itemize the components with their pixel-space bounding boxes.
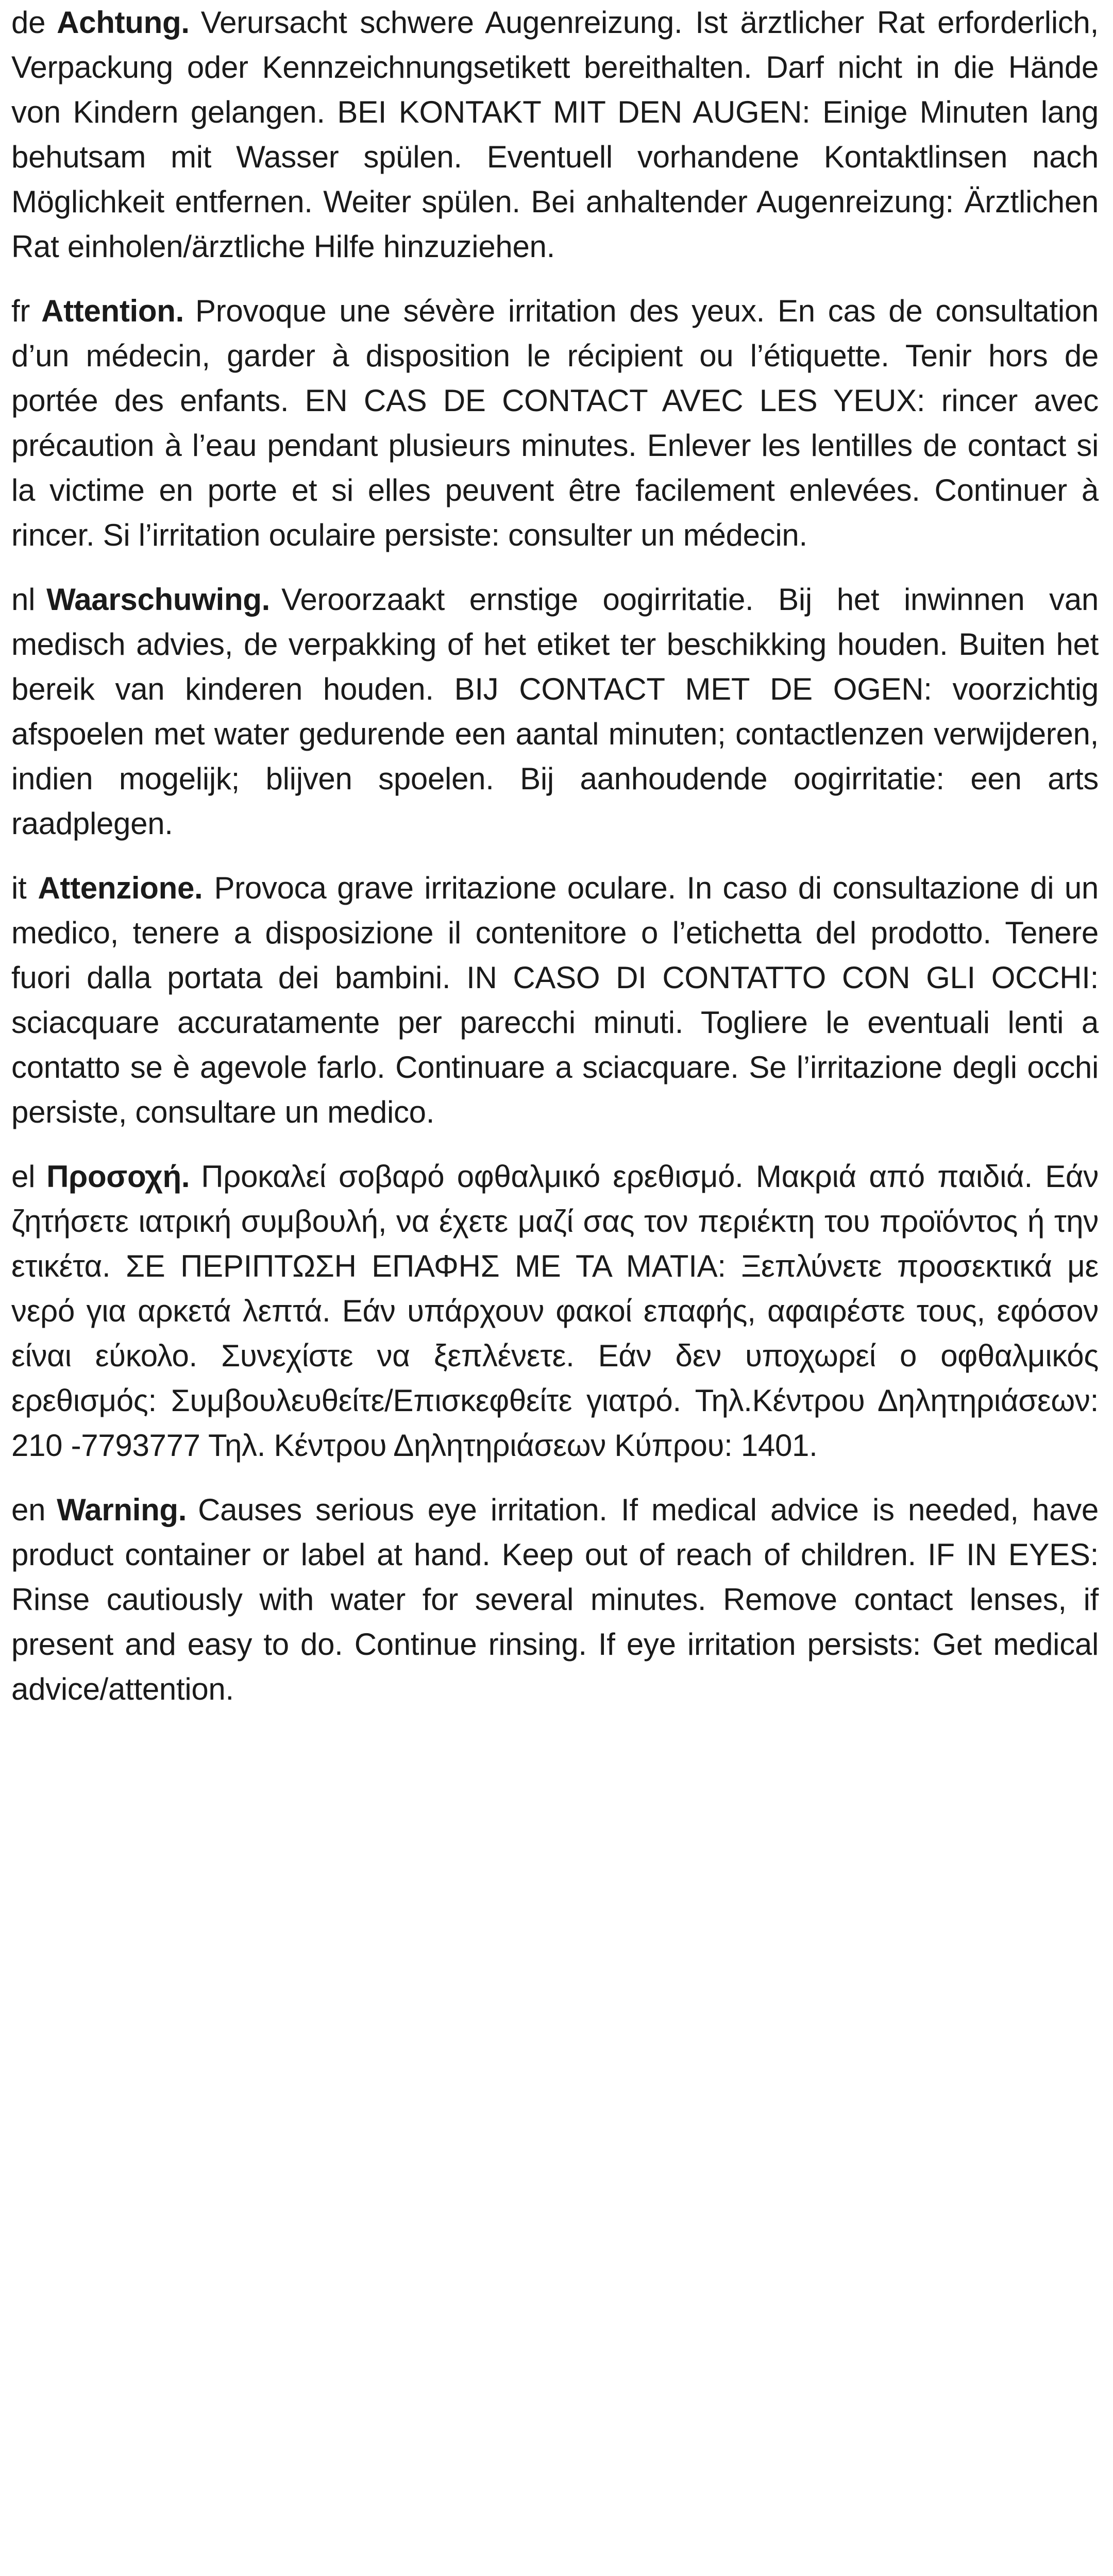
warning-paragraph [11,0,1099,269]
signal-word: Attention. [41,294,184,328]
signal-word: Προσοχή. [46,1159,190,1194]
warning-text: Provoca grave irritazione oculare. In caso di consultazione di un medico, tenere a disposizione il contenitore o l’etichetta del prodotto. Tenere fuori dalla portata dei bambini. IN CASO DI CONTATTO CON GLI OCCHI: sciacquare accuratamente per parecchi minuti. Togliere le eventuali lenti a contatto se è agevole farlo. Continuare a sciacquare. Se l’irritazione degli occhi persiste, consultare un medico. [11,871,1099,1129]
language-code: el [11,1159,36,1194]
language-code: en [11,1493,46,1527]
warning-text: Provoque une sévère irritation des yeux. En cas de consultation d’un médecin, garder à disposition le récipient ou l’étiquette. Tenir hors de portée des enfants. EN CAS DE CONTACT AVEC LES YEUX: rincer avec précaution à l’eau pendant plusieurs minutes. Enlever les lentilles de contact si la victime en porte et si elles peuvent être facilement enlevées. Continuer à rincer. Si l’irritation oculaire persiste: consulter un médecin. [11,294,1099,552]
signal-word: Achtung. [57,5,190,40]
warning-text: Verursacht schwere Augenreizung. Ist ärztlicher Rat erforderlich, Verpackung oder Kennzeichnungsetikett bereithalten. Darf nicht in die Hände von Kindern gelangen. BEI KONTAKT MIT DEN AUGEN: Einige Minuten lang behutsam mit Wasser spülen. Eventuell vorhandene Kontaktlinsen nach Möglichkeit entfernen. Weiter spülen. Bei anhaltender Augenreizung: Ärztlichen Rat einholen/ärztliche Hilfe hinzuziehen. [11,5,1099,264]
warning-block-it [11,866,1099,1134]
warning-paragraph [11,1487,1099,1711]
language-code: nl [11,582,36,617]
language-code: fr [11,294,30,328]
warning-text: Προκαλεί σοβαρό οφθαλμικό ερεθισμό. Μακριά από παιδιά. Εάν ζητήσετε ιατρική συμβουλή, να έχετε μαζί σας τον περιέκτη του προϊόντος ή την ετικέτα. ΣΕ ΠΕΡΙΠΤΩΣΗ ΕΠΑΦΗΣ ΜΕ ΤΑ ΜΑΤΙΑ: Ξεπλύνετε προσεκτικά με νερό για αρκετά λεπτά. Εάν υπάρχουν φακοί επαφής, αφαιρέστε τους, εφόσον είναι εύκολο. Συνεχίστε να ξεπλένετε. Εάν δεν υποχωρεί ο οφθαλμικός ερεθισμός: Συμβουλευθείτε/Επισκεφθείτε γιατρό. Τηλ.Κέντρου Δηλητηριάσεων: 210 -7793777 Τηλ. Κέντρου Δηλητηριάσεων Κύπρου: 1401. [11,1159,1099,1463]
signal-word: Attenzione. [38,871,203,905]
warning-block-de [11,0,1099,269]
warning-paragraph [11,289,1099,557]
warning-text: Veroorzaakt ernstige oogirritatie. Bij het inwinnen van medisch advies, de verpakking of het etiket ter beschikking houden. Buiten het bereik van kinderen houden. BIJ CONTACT MET DE OGEN: voorzichtig afspoelen met water gedurende een aantal minuten; contactlenzen verwijderen, indien mogelijk; blijven spoelen. Bij aanhoudende oogirritatie: een arts raadplegen. [11,582,1099,841]
warning-text-list [11,0,1099,1731]
warning-text: Causes serious eye irritation. If medical advice is needed, have product container or label at hand. Keep out of reach of children. IF IN EYES: Rinse cautiously with water for several minutes. Remove contact lenses, if present and easy to do. Continue rinsing. If eye irritation persists: Get medical advice/attention. [11,1493,1099,1706]
warning-paragraph [11,577,1099,846]
warning-block-nl [11,577,1099,846]
warning-block-en [11,1487,1099,1711]
language-code: it [11,871,27,905]
language-code: de [11,5,46,40]
warning-paragraph [11,866,1099,1134]
signal-word: Warning. [57,1493,187,1527]
warning-paragraph [11,1154,1099,1468]
warning-block-fr [11,289,1099,557]
signal-word: Waarschuwing. [46,582,271,617]
warning-block-el [11,1154,1099,1468]
